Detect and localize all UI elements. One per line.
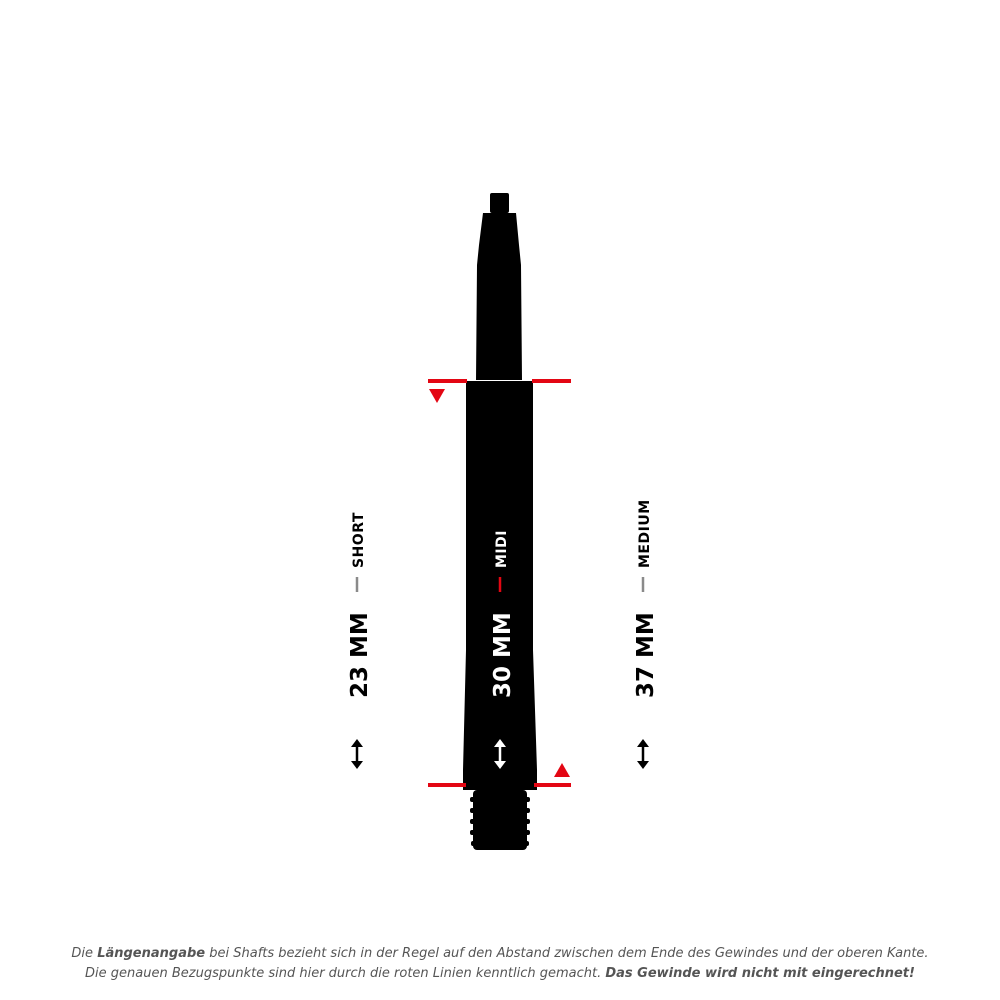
size-medium xyxy=(633,499,659,769)
caption-line-2-a: Die genauen Bezugspunkte sind hier durch die roten Linien kenntlich gemacht. xyxy=(85,966,606,981)
caption xyxy=(0,944,1000,984)
caption-line-2-bold: Das Gewinde wird nicht mit eingerechnet! xyxy=(605,966,915,981)
caption-line-1 xyxy=(0,944,1000,964)
medium-name: MEDIUM xyxy=(637,499,653,568)
short-name: SHORT xyxy=(351,512,367,568)
short-length: 23 MM xyxy=(347,612,373,698)
up-down-arrow-icon xyxy=(637,739,649,769)
midi-length: 30 MM xyxy=(490,612,516,698)
caption-line-1-c: bei Shafts bezieht sich in der Regel auf den Abstand zwischen dem Ende des Gewindes und der oberen Kante. xyxy=(205,946,929,961)
up-down-arrow-icon xyxy=(351,739,363,769)
triangle-up-icon xyxy=(554,763,570,777)
size-short xyxy=(347,512,373,769)
medium-length: 37 MM xyxy=(633,612,659,698)
triangle-down-icon xyxy=(429,389,445,403)
shaft-tip xyxy=(490,193,509,213)
caption-line-1-a: Die xyxy=(71,946,98,961)
caption-line-1-bold: Längenangabe xyxy=(97,946,206,961)
shaft-thread xyxy=(470,790,530,850)
midi-name: MIDI xyxy=(494,530,510,568)
shaft-top-cone xyxy=(476,213,522,380)
caption-line-2 xyxy=(0,964,1000,984)
